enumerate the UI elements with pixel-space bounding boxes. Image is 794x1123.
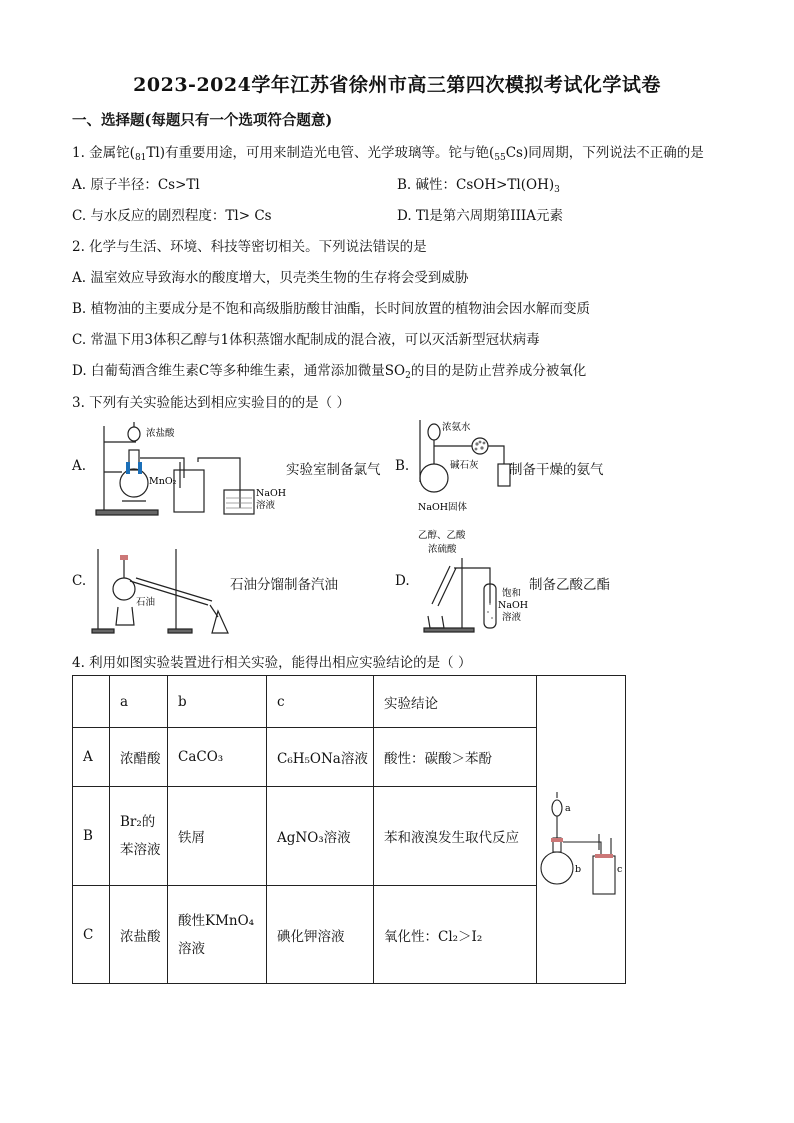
q1-option-c: C. 与水反应的剧烈程度：Tl> Cs (72, 208, 272, 224)
q3-d-reagent-0: 乙醇、乙酸 (418, 530, 466, 541)
cell-c: C₆H₅ONa溶液 (267, 728, 374, 787)
q3-d-apparatus-diagram (414, 524, 534, 636)
q3-b-reagent-0: 浓氨水 (442, 422, 471, 433)
section-heading: 一、选择题(每题只有一个选项符合题意) (72, 112, 333, 129)
header-cell: b (168, 676, 267, 728)
q2-option-a: A. 温室效应导致海水的酸度增大，贝壳类生物的生存将会受到威胁 (72, 270, 469, 286)
q3-d-reagent-1: 浓硫酸 (428, 544, 457, 555)
q3-a-reagent-2: NaOH (256, 488, 287, 499)
q3-d-reagent-2: 饱和 (502, 588, 522, 599)
table-header-row (73, 676, 626, 728)
row-label: B (73, 787, 110, 886)
q4-table (72, 675, 626, 984)
q3-b-reagent-2: NaOH固体 (418, 502, 468, 513)
cell-conclusion: 苯和液溴发生取代反应 (374, 787, 537, 886)
cell-conclusion: 酸性：碳酸＞苯酚 (374, 728, 537, 787)
q3-b-apparatus-diagram (412, 416, 512, 516)
cell-b: 铁屑 (168, 787, 267, 886)
row-label: C (73, 886, 110, 984)
q3-a-reagent-3: 溶液 (256, 500, 276, 511)
header-cell: a (110, 676, 168, 728)
q3-a-reagent-1: MnO₂ (149, 476, 177, 487)
q2-option-d: D. 白葡萄酒含维生素C等多种维生素，通常添加微量$SO_2$的目的是防止营养成分被氧化 (72, 363, 587, 381)
q3-c-reagent-0: 石油 (136, 597, 156, 608)
q4-label-a: a (565, 802, 571, 814)
q4-stem: 4. 利用如图实验装置进行相关实验，能得出相应实验结论的是（ ） (72, 655, 472, 671)
q4-label-c: c (617, 863, 623, 875)
q3-d-reagent-4: 溶液 (502, 612, 522, 623)
q2-option-c: C. 常温下用3体积乙醇与1体积蒸馏水配制成的混合液，可以灭活新型冠状病毒 (72, 332, 540, 348)
cell-conclusion: 氧化性：Cl₂＞I₂ (374, 886, 537, 984)
q4-apparatus-diagram (537, 678, 625, 978)
cell-b-line1: 酸性KMnO₄ (178, 912, 255, 929)
q3-d-letter: D. (395, 573, 410, 589)
cell-a: 浓盐酸 (110, 886, 168, 984)
q3-c-apparatus-diagram (90, 545, 240, 637)
q1-stem: 1. 金属铊$(_{81}Tl)$有重要用途，可用来制造光电管、光学玻璃等。铊与铯$(_{55}Cs)$同周期，下列说法不正确的是 (72, 145, 704, 163)
q3-b-reagent-1: 碱石灰 (450, 460, 479, 471)
q3-stem: 3. 下列有关实验能达到相应实验目的的是（ ） (72, 395, 350, 411)
q3-d-reagent-3: NaOH (498, 600, 529, 611)
q3-d-caption: 制备乙酸乙酯 (529, 577, 610, 593)
cell-a-line2: 苯溶液 (120, 842, 161, 858)
header-cell: 实验结论 (374, 676, 537, 728)
q3-c-caption: 石油分馏制备汽油 (230, 577, 338, 593)
q3-b-letter: B. (395, 458, 410, 474)
q3-a-caption: 实验室制备氯气 (286, 462, 381, 478)
cell-b-line2: 溶液 (178, 940, 205, 957)
header-cell: c (267, 676, 374, 728)
q3-a-apparatus-diagram (92, 418, 287, 522)
q1-option-b: B. 碱性：$CsOH>Tl(OH)_3$ (397, 177, 560, 195)
cell-b (168, 886, 267, 984)
cell-a-line1: Br₂的 (120, 814, 156, 830)
cell-b: CaCO₃ (168, 728, 267, 787)
row-label: A (73, 728, 110, 787)
paper-title: 2023-2024学年江苏省徐州市高三第四次模拟考试化学试卷 (133, 74, 661, 96)
q2-stem: 2. 化学与生活、环境、科技等密切相关。下列说法错误的是 (72, 239, 427, 255)
header-cell (73, 676, 110, 728)
q1-option-a: A. 原子半径：Cs>Tl (72, 177, 200, 193)
q2-option-b: B. 植物油的主要成分是不饱和高级脂肪酸甘油酯，长时间放置的植物油会因水解而变质 (72, 301, 591, 317)
apparatus-cell (537, 676, 626, 984)
cell-c: AgNO₃溶液 (267, 787, 374, 886)
cell-a: 浓醋酸 (110, 728, 168, 787)
q3-a-letter: A. (72, 458, 87, 474)
q4-label-b: b (575, 863, 582, 875)
q3-a-reagent-0: 浓盐酸 (146, 428, 175, 439)
q3-c-letter: C. (72, 573, 87, 589)
cell-a (110, 787, 168, 886)
q3-b-caption: 制备干燥的氨气 (509, 462, 604, 478)
q1-option-d: D. Tl是第六周期第IIIA元素 (397, 208, 563, 224)
cell-c: 碘化钾溶液 (267, 886, 374, 984)
